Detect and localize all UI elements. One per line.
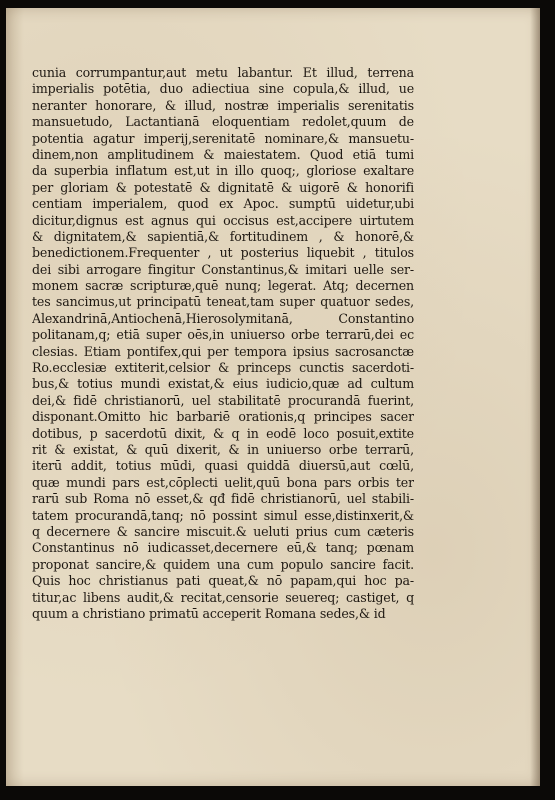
page-edge-shadow [530, 8, 540, 786]
text-line: cunia corrumpantur,aut metu labantur. Et illud, terrena [32, 65, 414, 80]
text-line: potentia agatur imperij,serenitatē nominare,& mansuetu- [32, 130, 414, 146]
text-line: mansuetudo, Lactantianā eloquentiam redolet,quum de [32, 114, 414, 130]
text-line: imperialis potētia, duo adiectiua sine copula,& illud, ue [32, 81, 414, 97]
text-line: benedictionem.Frequenter , ut posterius liquebit , titulos [32, 245, 414, 261]
text-line: monem sacræ scripturæ,quē nunq; legerat. Atq; decernen [32, 278, 414, 294]
text-line: da superbia inflatum est,ut in illo quoq;, gloriose exaltare [32, 163, 414, 179]
text-line: iterū addit, totius mūdi, quasi quiddā diuersū,aut cœlū, [32, 458, 414, 474]
text-line: rit & existat, & quū dixerit, & in uniuerso orbe terrarū, [32, 441, 414, 457]
text-line: quæ mundi pars est,cōplecti uelit,quū bona pars orbis ter [32, 474, 414, 490]
text-line: proponat sancire,& quidem una cum populo sancire facit. [32, 556, 414, 572]
printed-text-block [32, 65, 414, 622]
text-line: bus,& totius mundi existat,& eius iudicio,quæ ad cultum [32, 376, 414, 392]
text-line: politanam,q; etiā super oēs,in uniuerso orbe terrarū,dei ec [32, 327, 414, 343]
text-line: centiam imperialem, quod ex Apoc. sumptū uidetur,ubi [32, 196, 414, 212]
text-line: dicitur,dignus est agnus qui occisus est,accipere uirtutem [32, 212, 414, 228]
text-line: disponant.Omitto hic barbariē orationis,q principes sacer [32, 409, 414, 425]
text-line: dei sibi arrogare fingitur Constantinus,& imitari uelle ser- [32, 261, 414, 277]
text-line: Ro.ecclesiæ extiterit,celsior & princeps cunctis sacerdoti- [32, 360, 414, 376]
text-line: dotibus, p sacerdotū dixit, & q in eodē loco posuit,extite [32, 425, 414, 441]
text-line: neranter honorare, & illud, nostræ imperialis serenitatis [32, 97, 414, 113]
text-line: titur,ac libens audit,& recitat,censorie seuereq; castiget, q [32, 589, 414, 605]
text-line: q decernere & sancire miscuit.& ueluti prius cum cæteris [32, 523, 414, 539]
text-line: quum a christiano primatū acceperit Romana sedes,& id [32, 605, 386, 621]
text-line: tes sancimus,ut principatū teneat,tam super quatuor sedes, [32, 294, 414, 310]
text-line: rarū sub Roma nō esset,& qđ fidē christianorū, uel stabili- [32, 491, 414, 507]
text-line: clesias. Etiam pontifex,qui per tempora ipsius sacrosanctæ [32, 343, 414, 359]
text-line: Alexandrinā,Antiochenā,Hierosolymitanā, Constantino [32, 310, 414, 326]
text-line: dei,& fidē christianorū, uel stabilitatē procurandā fuerint, [32, 392, 414, 408]
text-line: Constantinus nō iudicasset,decernere eū,& tanq; pœnam [32, 540, 414, 556]
text-line: Quis hoc christianus pati queat,& nō papam,qui hoc pa- [32, 573, 414, 589]
text-line: & dignitatem,& sapientiā,& fortitudinem , & honorē,& [32, 228, 414, 244]
text-line: tatem procurandā,tanq; nō possint simul esse,distinxerit,& [32, 507, 414, 523]
text-line: per gloriam & potestatē & dignitatē & uigorē & honorifi [32, 179, 414, 195]
text-line: dinem,non amplitudinem & maiestatem. Quod etiā tumi [32, 146, 414, 162]
book-page [6, 8, 540, 786]
